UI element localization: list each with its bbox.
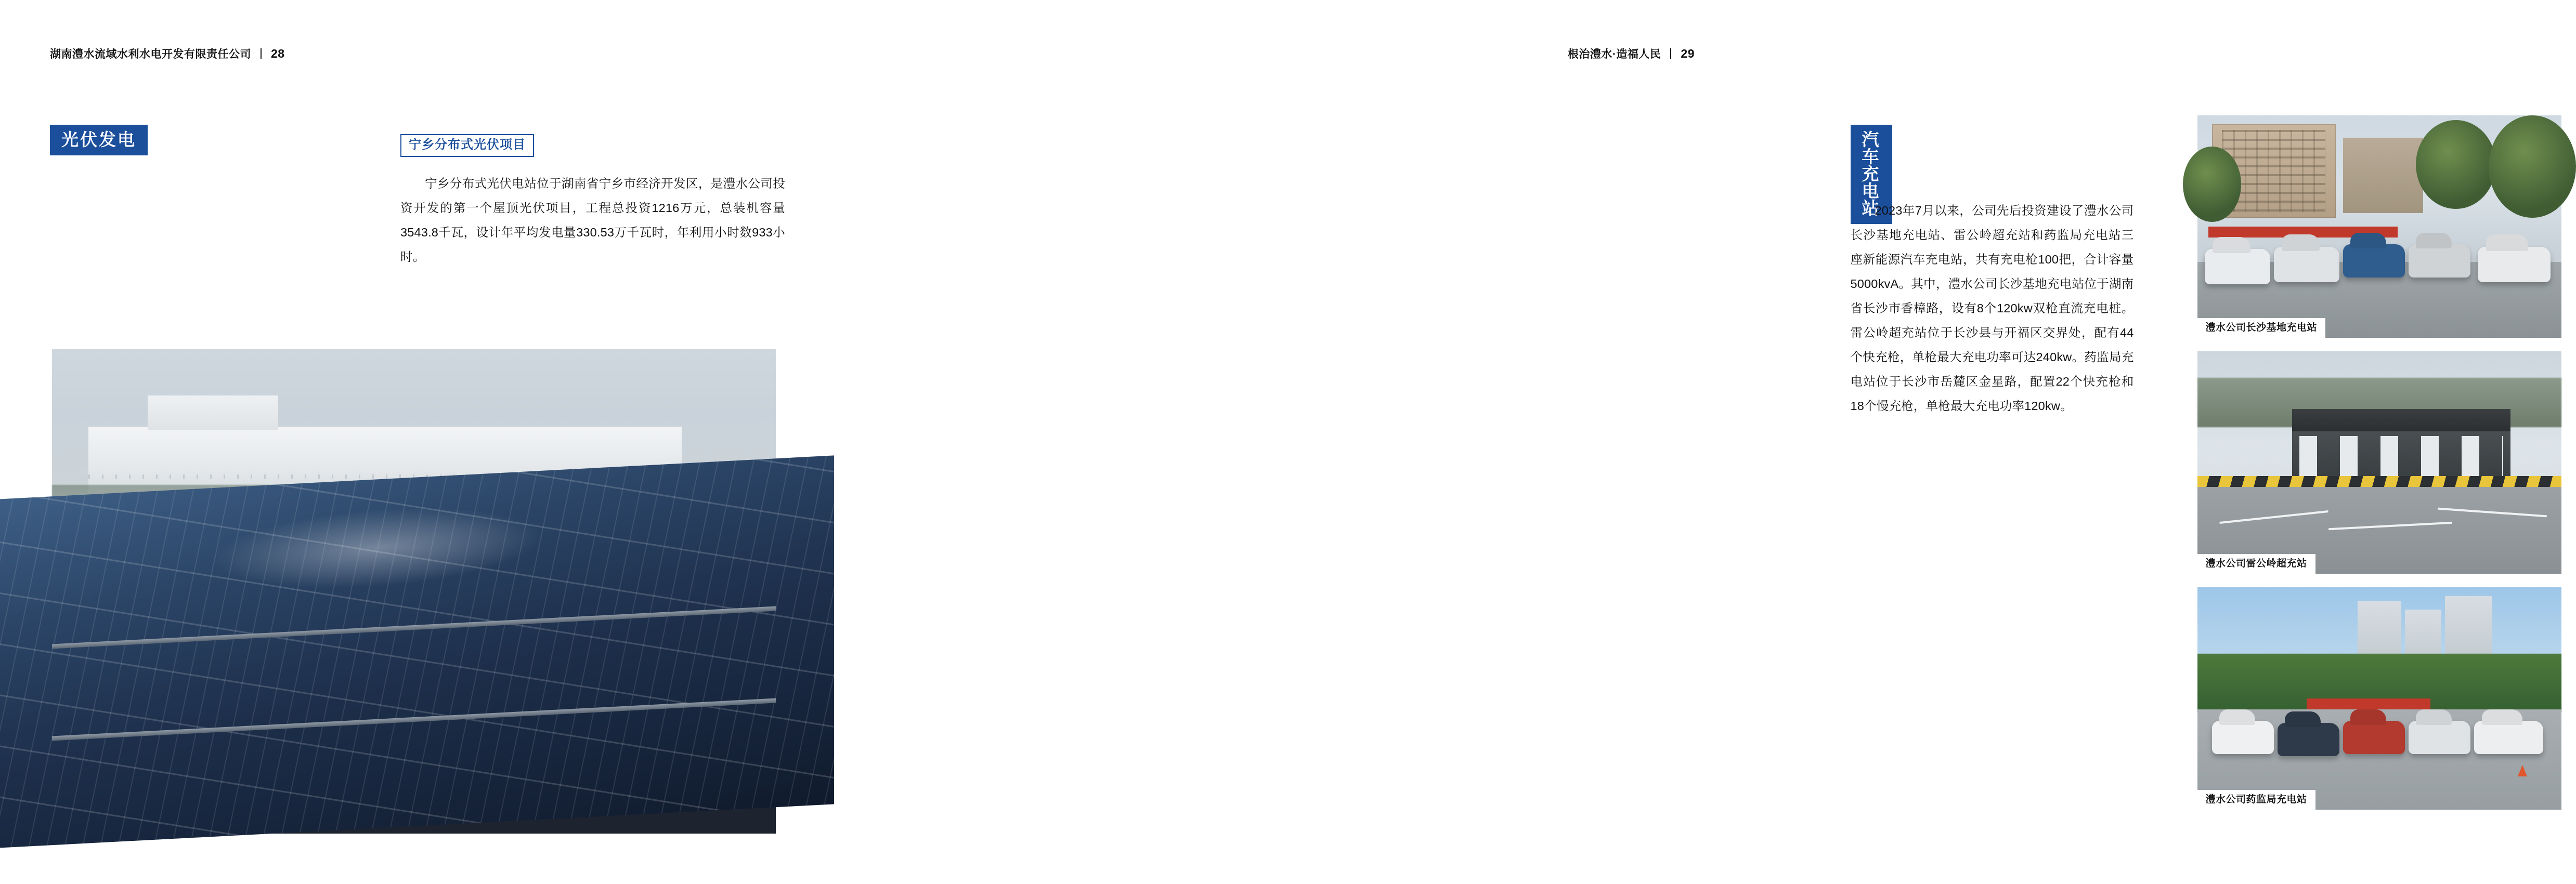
running-head-right xyxy=(1568,46,1695,61)
photo1-car-blue xyxy=(2343,244,2405,278)
photo3-car-dark xyxy=(2278,723,2339,756)
subsection-title-ningxiang: 宁乡分布式光伏项目 xyxy=(400,134,534,157)
running-head-right-text: 根治澧水·造福人民 xyxy=(1567,48,1661,60)
body-paragraph-left: 宁乡分布式光伏电站位于湖南省宁乡市经济开发区，是澧水公司投资开发的第一个屋顶光伏项目，工程总投资1216万元，总装机容量3543.8千瓦，设计年平均发电量330.53万千瓦时，年利用小时数933小时。 xyxy=(400,177,785,263)
photo2-caption: 澧水公司雷公岭超充站 xyxy=(2197,554,2315,574)
body-paragraph-right: 2023年7月以来，公司先后投资建设了澧水公司长沙基地充电站、雷公岭超充站和药监局充电站三座新能源汽车充电站，共有充电枪100把，合计容量5000kvA。其中，澧水公司长沙基地充电站位于湖南省长沙市香樟路，设有8个120kw双枪直流充电桩。雷公岭超充站位于长沙县与开福区交界处，配有44个快充枪，单枪最大充电功率可达240kw。药监局充电站位于长沙市岳麓区金星路，配置22个快充枪和18个慢充枪，单枪最大充电功率120kw。 xyxy=(1850,204,2134,413)
photo-changsha-base-station xyxy=(2197,115,2561,338)
running-head-divider-right xyxy=(1670,48,1671,59)
photo-rooftop-solar xyxy=(52,349,776,834)
left-page xyxy=(0,0,873,884)
section-title-charging-station: 汽车充电站 xyxy=(1851,125,1892,224)
photo3-car-white-2 xyxy=(2474,721,2543,754)
photo1-car-white-3 xyxy=(2478,247,2551,282)
photo1-tree-far-right xyxy=(2489,115,2576,218)
body-text-photovoltaic xyxy=(400,171,785,269)
photo-leigongling-supercharger xyxy=(2197,351,2561,574)
photo-drug-administration-station xyxy=(2197,587,2561,810)
page-number-right: 29 xyxy=(1681,46,1695,60)
running-head-divider xyxy=(261,48,262,59)
page-number-left: 28 xyxy=(271,46,285,60)
photo2-canopy-roof xyxy=(2292,409,2510,431)
section-title-photovoltaic: 光伏发电 xyxy=(50,125,148,155)
right-page xyxy=(873,0,2318,884)
running-head-left xyxy=(50,46,285,61)
photo1-apartment-building-2 xyxy=(2343,138,2423,214)
photo2-warning-kerb xyxy=(2197,476,2561,487)
photo3-caption: 澧水公司药监局充电站 xyxy=(2197,790,2315,810)
running-head-left-text: 湖南澧水流域水利水电开发有限责任公司 xyxy=(50,48,251,60)
photo1-car-white-1 xyxy=(2205,249,2270,284)
photo1-caption: 澧水公司长沙基地充电站 xyxy=(2197,318,2326,338)
photo3-car-white-1 xyxy=(2212,721,2274,754)
photo-column xyxy=(2197,115,2561,823)
photo3-car-red xyxy=(2343,721,2405,754)
photo1-tree-right xyxy=(2416,120,2496,209)
photo1-car-silver xyxy=(2409,244,2470,278)
photo1-tree-left xyxy=(2183,147,2241,222)
photo3-red-banner xyxy=(2307,698,2430,709)
photo3-traffic-cone xyxy=(2518,765,2527,776)
photo2-charging-piles xyxy=(2299,436,2503,476)
body-text-charging-station xyxy=(1851,199,2134,418)
photo3-car-silver xyxy=(2409,721,2470,754)
photo1-car-white-2 xyxy=(2274,247,2339,282)
